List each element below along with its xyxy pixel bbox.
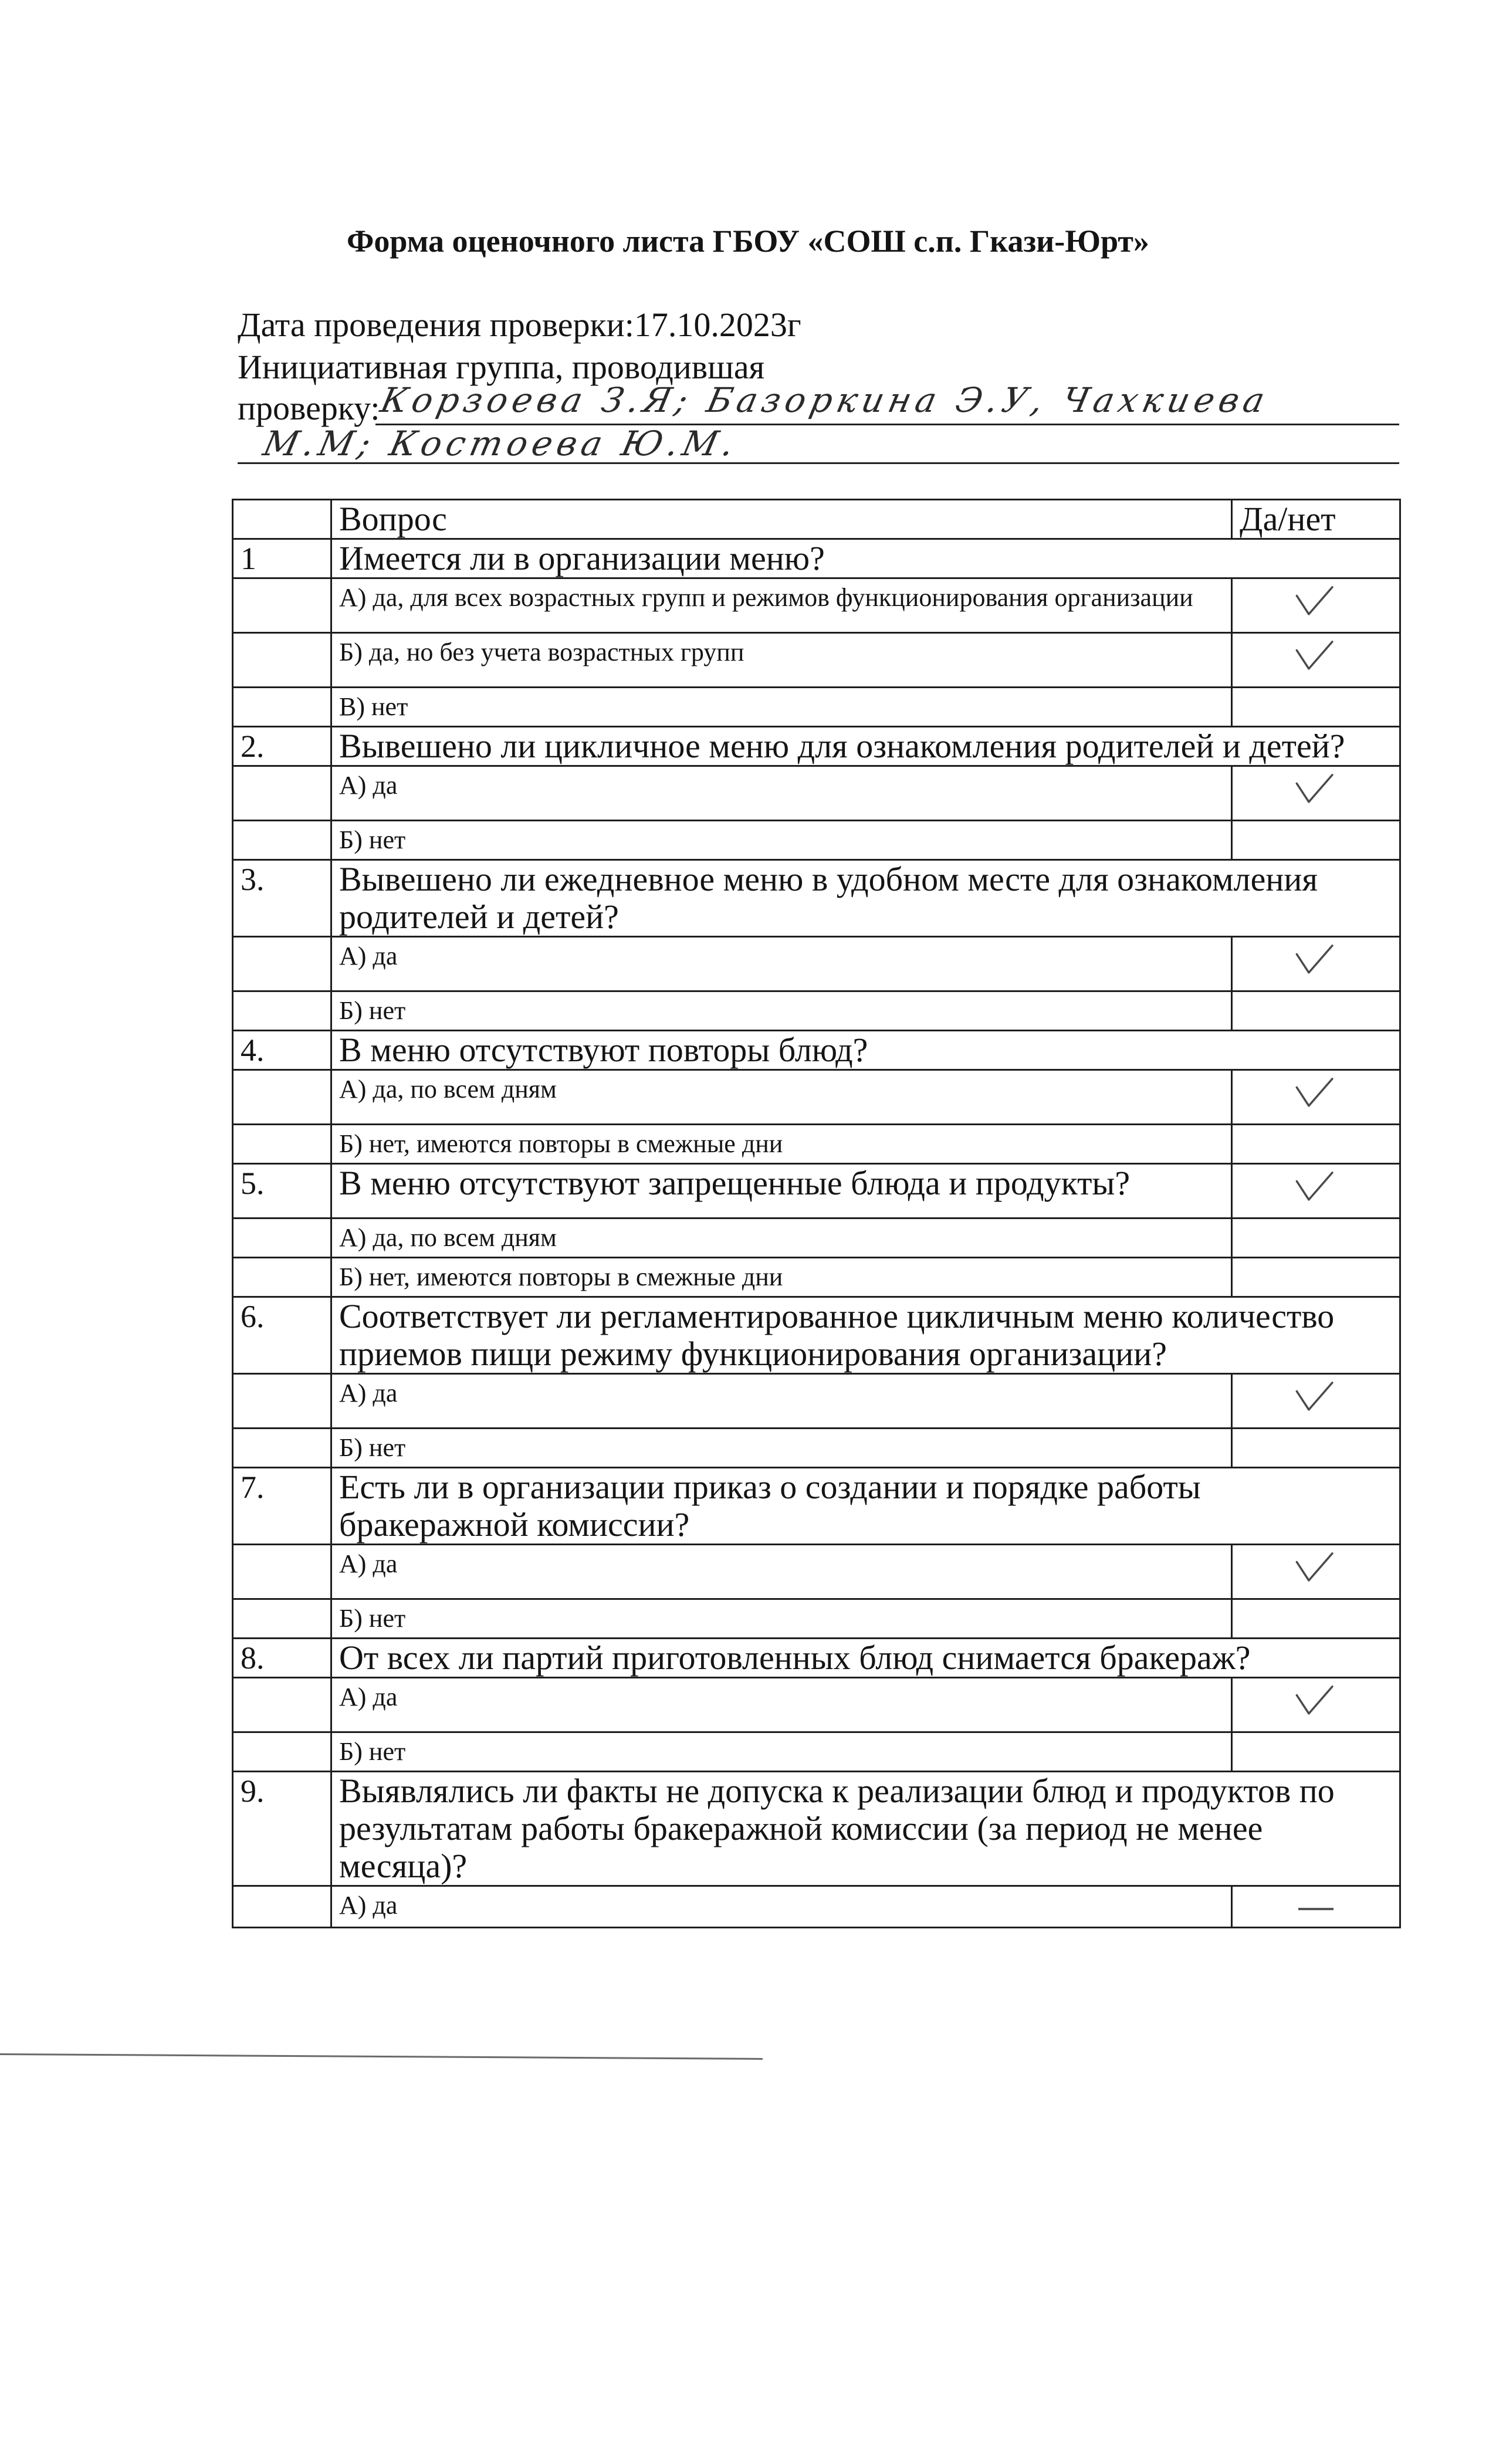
answer-mark-cell	[1232, 1374, 1400, 1429]
question-text: Вывешено ли цикличное меню для ознакомления родителей и детей?	[331, 727, 1400, 766]
option-number-cell	[233, 1678, 331, 1732]
answer-mark-cell	[1232, 1125, 1400, 1164]
answer-mark-cell	[1232, 1219, 1400, 1258]
answer-mark-cell	[1232, 766, 1400, 821]
option-number-cell	[233, 1125, 331, 1164]
option-number-cell	[233, 1070, 331, 1125]
checkmark-icon	[1294, 1076, 1338, 1109]
answer-mark-cell	[1232, 1678, 1400, 1732]
question-row	[233, 1031, 1400, 1070]
answer-option-row	[233, 1374, 1400, 1429]
answer-mark-cell	[1232, 1545, 1400, 1599]
question-row	[233, 539, 1400, 578]
answer-option-text: Б) да, но без учета возрастных групп	[331, 633, 1232, 688]
answer-option-text: Б) нет	[331, 991, 1232, 1031]
answer-option-text: Б) нет, имеются повторы в смежные дни	[331, 1258, 1232, 1297]
answer-option-row	[233, 991, 1400, 1031]
answer-option-row	[233, 578, 1400, 633]
answer-option-row	[233, 1070, 1400, 1125]
answer-option-row	[233, 1678, 1400, 1732]
answer-mark-cell	[1232, 688, 1400, 727]
answer-option-text: А) да, по всем дням	[331, 1219, 1232, 1258]
question-text: В меню отсутствуют запрещенные блюда и продукты?	[331, 1164, 1232, 1219]
question-text: Соответствует ли регламентированное цикличным меню количество приемов пищи режиму функционирования организации?	[331, 1297, 1400, 1374]
answer-option-row	[233, 1219, 1400, 1258]
answer-mark-cell	[1232, 633, 1400, 688]
scan-edge-line	[0, 2053, 763, 2060]
question-text: Выявлялись ли факты не допуска к реализации блюд и продуктов по результатам работы бракеражной комиссии (за период не менее месяца)?	[331, 1772, 1400, 1886]
checkmark-icon	[1294, 1170, 1338, 1203]
question-number: 2.	[233, 727, 331, 766]
option-number-cell	[233, 1258, 331, 1297]
question-mark-cell	[1232, 1164, 1400, 1219]
answer-option-row	[233, 1258, 1400, 1297]
answer-option-row	[233, 1125, 1400, 1164]
option-number-cell	[233, 1886, 331, 1928]
answer-option-row	[233, 1545, 1400, 1599]
answer-option-row	[233, 1886, 1400, 1928]
header-question: Вопрос	[331, 500, 1232, 539]
option-number-cell	[233, 1374, 331, 1429]
question-number: 5.	[233, 1164, 331, 1219]
question-number: 7.	[233, 1468, 331, 1545]
document-title: Форма оценочного листа ГБОУ «СОШ с.п. Гкази-Юрт»	[347, 224, 1149, 259]
question-text: Имеется ли в организации меню?	[331, 539, 1400, 578]
answer-option-text: А) да	[331, 1678, 1232, 1732]
option-number-cell	[233, 766, 331, 821]
question-row	[233, 1468, 1400, 1545]
answer-option-text: Б) нет	[331, 1599, 1232, 1639]
answer-option-row	[233, 821, 1400, 860]
answer-option-text: А) да	[331, 937, 1232, 991]
question-number: 9.	[233, 1772, 331, 1886]
answer-mark-cell	[1232, 1070, 1400, 1125]
option-number-cell	[233, 821, 331, 860]
checkmark-icon	[1294, 943, 1338, 976]
answer-option-row	[233, 1429, 1400, 1468]
question-text: В меню отсутствуют повторы блюд?	[331, 1031, 1400, 1070]
checkmark-icon	[1294, 1380, 1338, 1413]
answer-option-text: А) да	[331, 1374, 1232, 1429]
answer-option-text: А) да, для всех возрастных групп и режимов функционирования организации	[331, 578, 1232, 633]
answer-option-row	[233, 688, 1400, 727]
checkmark-icon	[1294, 772, 1338, 805]
option-number-cell	[233, 1429, 331, 1468]
checkmark-icon	[1294, 639, 1338, 672]
option-number-cell	[233, 688, 331, 727]
option-number-cell	[233, 1599, 331, 1639]
answer-mark-cell	[1232, 1258, 1400, 1297]
answer-option-text: А) да	[331, 766, 1232, 821]
question-row	[233, 860, 1400, 937]
answer-mark-cell	[1232, 821, 1400, 860]
question-text: Есть ли в организации приказ о создании и порядке работы бракеражной комиссии?	[331, 1468, 1400, 1545]
answer-option-text: Б) нет	[331, 1732, 1232, 1772]
header-answer: Да/нет	[1232, 500, 1400, 539]
option-number-cell	[233, 578, 331, 633]
checkmark-icon	[1294, 584, 1338, 618]
option-number-cell	[233, 1219, 331, 1258]
answer-option-row	[233, 1732, 1400, 1772]
option-number-cell	[233, 991, 331, 1031]
answer-mark-cell	[1232, 1732, 1400, 1772]
answer-option-text: Б) нет	[331, 821, 1232, 860]
handwritten-names-line1: Корзоева З.Я; Базоркина Э.У, Чахкиева	[377, 380, 1273, 420]
answer-option-text: А) да	[331, 1545, 1232, 1599]
answer-option-text: Б) нет	[331, 1429, 1232, 1468]
group-label-line1: Инициативная группа, проводившая	[238, 348, 765, 386]
option-number-cell	[233, 1732, 331, 1772]
answer-mark-cell	[1232, 578, 1400, 633]
answer-mark-cell	[1232, 1886, 1400, 1928]
handwritten-names-line2: М.М; Костоева Ю.М.	[259, 424, 743, 463]
answer-option-text: А) да	[331, 1886, 1232, 1928]
checkmark-icon	[1294, 1551, 1338, 1584]
answer-option-row	[233, 1599, 1400, 1639]
question-number: 6.	[233, 1297, 331, 1374]
evaluation-table	[232, 499, 1401, 1928]
checkmark-icon	[1294, 1684, 1338, 1717]
answer-mark-cell	[1232, 991, 1400, 1031]
question-number: 4.	[233, 1031, 331, 1070]
table-header-row	[233, 500, 1400, 539]
answer-option-row	[233, 766, 1400, 821]
names-underline-2	[238, 462, 1399, 464]
question-number: 1	[233, 539, 331, 578]
answer-option-text: Б) нет, имеются повторы в смежные дни	[331, 1125, 1232, 1164]
answer-option-text: В) нет	[331, 688, 1232, 727]
question-text: Вывешено ли ежедневное меню в удобном месте для ознакомления родителей и детей?	[331, 860, 1400, 937]
question-row	[233, 727, 1400, 766]
question-row	[233, 1772, 1400, 1886]
answer-mark-cell	[1232, 937, 1400, 991]
answer-option-text: А) да, по всем дням	[331, 1070, 1232, 1125]
question-text: От всех ли партий приготовленных блюд снимается бракераж?	[331, 1639, 1400, 1678]
option-number-cell	[233, 937, 331, 991]
question-row	[233, 1297, 1400, 1374]
inspection-date: Дата проведения проверки:17.10.2023г	[238, 306, 801, 344]
group-label-line2: проверку:	[238, 389, 380, 427]
option-number-cell	[233, 1545, 331, 1599]
evaluation-table-body	[233, 500, 1400, 1928]
dash-mark-icon	[1298, 1908, 1333, 1910]
question-number: 8.	[233, 1639, 331, 1678]
answer-option-row	[233, 633, 1400, 688]
answer-mark-cell	[1232, 1429, 1400, 1468]
header-number-cell	[233, 500, 331, 539]
answer-mark-cell	[1232, 1599, 1400, 1639]
option-number-cell	[233, 633, 331, 688]
question-row	[233, 1164, 1400, 1219]
question-row	[233, 1639, 1400, 1678]
question-number: 3.	[233, 860, 331, 937]
answer-option-row	[233, 937, 1400, 991]
